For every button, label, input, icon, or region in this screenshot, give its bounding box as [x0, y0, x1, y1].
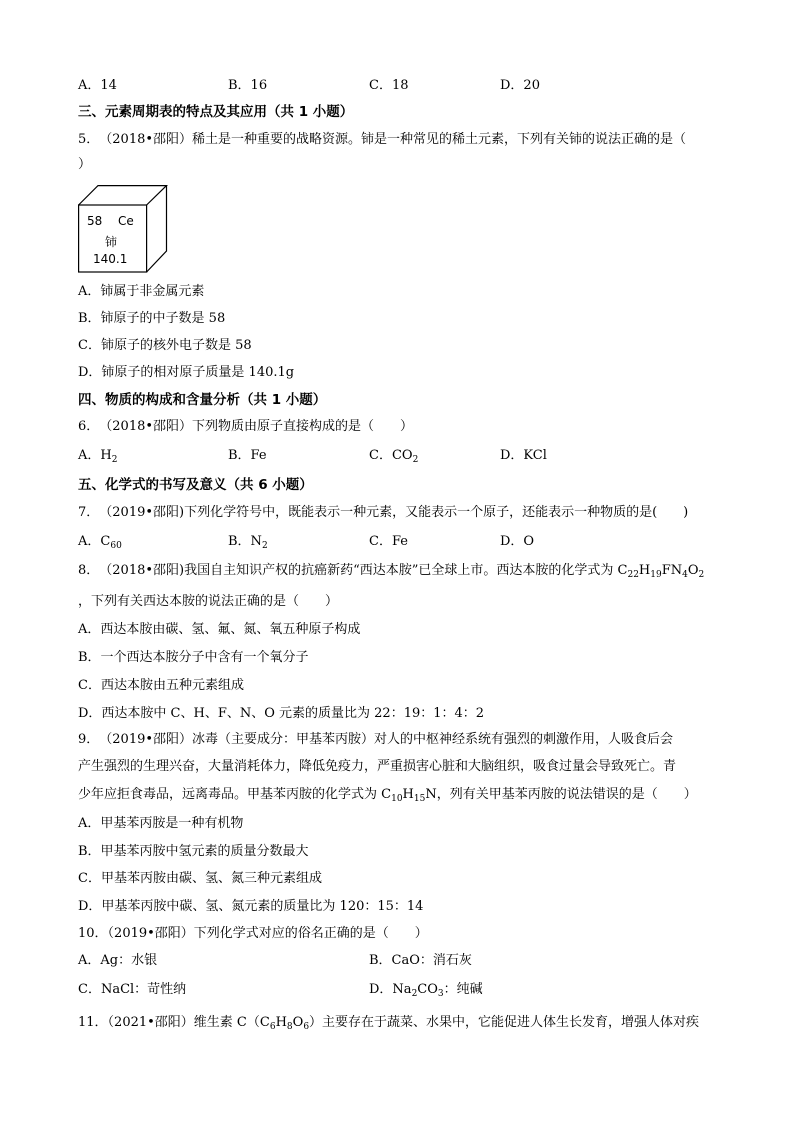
- q10-d-mid: CO: [417, 982, 438, 997]
- section-3-title: 三、元素周期表的特点及其应用（共 1 小题）: [78, 104, 354, 120]
- q10-option-a[interactable]: A．Ag：水银: [78, 953, 158, 968]
- q6-a-text: A．H: [78, 448, 112, 463]
- q8-stem: [78, 562, 704, 580]
- q9-sub-h: 15: [413, 794, 426, 804]
- q9-option-c[interactable]: C．甲基苯丙胺由碳、氢、氮三种元素组成: [78, 871, 322, 886]
- q5-option-a[interactable]: A．铈属于非金属元素: [78, 284, 205, 299]
- q9-n: N: [425, 787, 437, 802]
- q10-option-b[interactable]: B．CaO：消石灰: [369, 953, 472, 968]
- q9-sub-c: 10: [391, 794, 403, 804]
- q4-option-b[interactable]: B．16: [228, 78, 268, 93]
- q6-option-d[interactable]: D．KCl: [500, 448, 547, 463]
- q9-option-b[interactable]: B．甲基苯丙胺中氢元素的质量分数最大: [78, 844, 309, 859]
- q10-stem: 10．（2019•邵阳）下列化学式对应的俗名正确的是（ ）: [78, 926, 428, 941]
- q9-line-3-text: 少年应拒食毒品，远离毒品。甲基苯丙胺的化学式为 C: [78, 787, 392, 802]
- q6-stem: 6． （2018•邵阳）下列物质由原子直接构成的是（ ）: [78, 419, 414, 434]
- q7-b-sub: 2: [261, 541, 268, 551]
- q8-o: O: [687, 563, 699, 578]
- section-4-title: 四、物质的构成和含量分析（共 1 小题）: [78, 392, 327, 408]
- q9-h: H: [402, 787, 414, 802]
- element-mass: 140.1: [93, 252, 128, 266]
- q7-stem: 7． （2019•邵阳)下列化学符号中，既能表示一种元素，又能表示一个原子，还能表示一种物质的是( ): [78, 505, 689, 520]
- q7-options: [78, 533, 718, 551]
- q10-d-sub-1: 2: [411, 989, 418, 999]
- element-symbol: Ce: [118, 214, 134, 228]
- q9-line-1: 9． （2019•邵阳）冰毒（主要成分：甲基苯丙胺）对人的中枢神经系统有强烈的刺激作用，人吸食后会: [78, 732, 674, 747]
- q9-line-2: 产生强烈的生理兴奋，大量消耗体力，降低免疫力，严重损害心脏和大脑组织，吸食过量会导致死亡。青: [78, 759, 677, 774]
- q6-c-text: C．CO: [369, 448, 413, 463]
- q9-line-3: [78, 786, 697, 804]
- q6-options: [78, 447, 718, 465]
- q10-options-row-1: [78, 952, 718, 970]
- q9-option-a[interactable]: A．甲基苯丙胺是一种有机物: [78, 816, 244, 831]
- q7-a-sub: 60: [110, 541, 122, 551]
- q8-stem-text: 8． （2018•邵阳)我国自主知识产权的抗癌新药“西达本胺”已全球上市。西达本胺的化学式为 C: [78, 563, 628, 578]
- q5-option-b[interactable]: B．铈原子的中子数是 58: [78, 311, 226, 326]
- q8-h: H: [638, 563, 651, 578]
- q9-line-3-tail: ，列有关甲基苯丙胺的说法错误的是（ ）: [436, 787, 697, 802]
- q6-option-c[interactable]: [369, 447, 418, 465]
- q4-option-d[interactable]: D．20: [500, 78, 540, 93]
- q5-stem-cont: ）: [78, 157, 92, 172]
- q8-option-d[interactable]: D．西达本胺中 C、H、F、N、O 元素的质量比为 22：19：1：4：2: [78, 706, 485, 721]
- q8-option-c[interactable]: C．西达本胺由五种元素组成: [78, 678, 244, 693]
- q8-option-a[interactable]: A．西达本胺由碳、氢、氟、氮、氧五种原子构成: [78, 622, 361, 637]
- q4-option-c[interactable]: C．18: [369, 78, 409, 93]
- q6-option-a[interactable]: [78, 447, 117, 465]
- q8-stem-cont: ，下列有关西达本胺的说法正确的是（ ）: [78, 594, 339, 609]
- q4-option-a[interactable]: A．14: [78, 78, 117, 93]
- element-tile: [78, 185, 168, 273]
- q11-stem: [78, 1014, 699, 1032]
- q9-option-d[interactable]: D．甲基苯丙胺中碳、氢、氮元素的质量比为 120：15：14: [78, 899, 424, 914]
- q10-d-text: D．Na: [369, 982, 412, 997]
- q4-options: [78, 77, 718, 95]
- q8-sub-n: 4: [682, 570, 688, 580]
- element-name: 铈: [105, 235, 118, 249]
- q10-option-c[interactable]: C．NaCl：苛性纳: [78, 982, 187, 997]
- q11-sub-o: 6: [303, 1022, 310, 1032]
- q11-o: O: [292, 1015, 304, 1030]
- q8-sub-o: 2: [698, 570, 705, 580]
- element-number: 58: [87, 214, 103, 228]
- q8-sub-h: 19: [650, 570, 662, 580]
- section-5-title: 五、化学式的书写及意义（共 6 小题）: [78, 477, 313, 493]
- q7-option-c[interactable]: C．Fe: [369, 534, 408, 549]
- q11-stem-text: 11．（2021•邵阳）维生素 C（C: [78, 1015, 270, 1030]
- q10-d-post: ：纯碱: [443, 982, 483, 997]
- q5-option-d[interactable]: D．铈原子的相对原子质量是 140.1g: [78, 365, 295, 380]
- q5-option-c[interactable]: C．铈原子的核外电子数是 58: [78, 338, 252, 353]
- q7-option-d[interactable]: D．O: [500, 534, 535, 549]
- q7-b-text: B．N: [228, 534, 262, 549]
- q6-c-sub: 2: [412, 455, 419, 465]
- q6-a-sub: 2: [111, 455, 118, 465]
- q7-option-b[interactable]: [228, 533, 268, 551]
- q10-d-sub-2: 3: [437, 989, 444, 999]
- q6-option-b[interactable]: B．Fe: [228, 448, 267, 463]
- q11-sub-c: 6: [269, 1022, 276, 1032]
- q8-fn: FN: [661, 563, 683, 578]
- q10-options-row-2: [78, 981, 718, 999]
- q10-option-d[interactable]: [369, 981, 483, 999]
- q11-stem-tail: ）主要存在于蔬菜、水果中，它能促进人体生长发育，增强人体对疾: [309, 1015, 700, 1030]
- q11-h: H: [275, 1015, 287, 1030]
- q11-sub-h: 8: [286, 1022, 293, 1032]
- q5-stem: 5． （2018•邵阳）稀土是一种重要的战略资源。铈是一种常见的稀土元素，下列有关铈的说法正确的是（: [78, 132, 687, 147]
- q8-sub-c: 22: [627, 570, 639, 580]
- q7-option-a[interactable]: [78, 533, 122, 551]
- q7-a-text: A．C: [78, 534, 111, 549]
- q8-option-b[interactable]: B．一个西达本胺分子中含有一个氧分子: [78, 650, 309, 665]
